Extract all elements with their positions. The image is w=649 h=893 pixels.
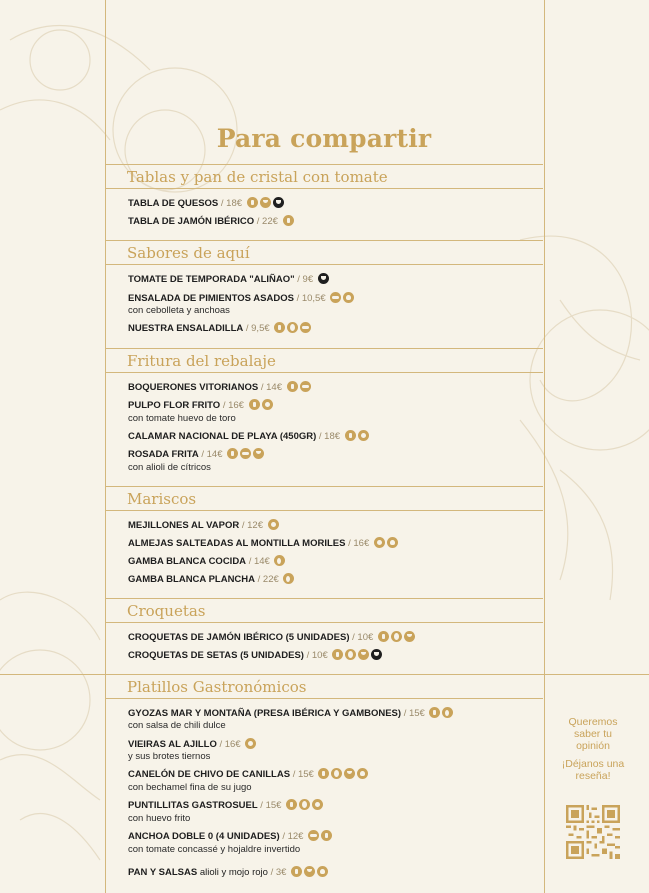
page-title: Para compartir — [216, 124, 432, 153]
mollusc-icon — [245, 738, 256, 749]
menu-item — [128, 799, 323, 812]
item-name: TABLA DE QUESOS — [128, 198, 219, 209]
vegetarian-icon — [273, 197, 284, 208]
item-name: CROQUETAS DE JAMÓN IBÉRICO (5 UNIDADES) — [128, 632, 350, 643]
menu-item — [128, 273, 329, 286]
item-price: / 22€ — [257, 574, 279, 585]
section-header — [105, 348, 543, 373]
gluten-icon — [429, 707, 440, 718]
item-name: MEJILLONES AL VAPOR — [128, 520, 240, 531]
menu-item — [128, 866, 328, 879]
section-header — [105, 164, 543, 189]
item-name: ROSADA FRITA — [128, 449, 199, 460]
menu-item — [128, 649, 382, 662]
gluten-icon — [321, 830, 332, 841]
item-price: / 14€ — [201, 449, 223, 460]
section-header — [105, 674, 543, 699]
section-title: Tablas y pan de cristal con tomate — [127, 168, 388, 186]
milk-icon — [344, 768, 355, 779]
item-description: con alioli de cítricos — [128, 462, 211, 473]
egg-icon — [331, 768, 342, 779]
fish-icon — [240, 448, 251, 459]
menu-item — [128, 448, 264, 461]
item-price: / 12€ — [282, 831, 304, 842]
gluten-icon — [287, 381, 298, 392]
item-price: / 15€ — [403, 708, 425, 719]
mollusc-icon — [374, 537, 385, 548]
menu-item — [128, 197, 284, 210]
menu-item — [128, 555, 285, 568]
milk-icon — [253, 448, 264, 459]
fish-icon — [300, 381, 311, 392]
milk-icon — [260, 197, 271, 208]
item-description: con tomate concassé y hojaldre invertido — [128, 844, 301, 855]
section-title: Mariscos — [127, 490, 197, 508]
sulphite-icon — [343, 292, 354, 303]
item-name: PULPO FLOR FRITO — [128, 400, 221, 411]
item-price: / 10€ — [306, 650, 328, 661]
item-name: CROQUETAS DE SETAS (5 UNIDADES) — [128, 650, 304, 661]
item-name: NUESTRA ENSALADILLA — [128, 323, 244, 334]
item-name: CALAMAR NACIONAL DE PLAYA (450GR) — [128, 431, 317, 442]
item-price: / 15€ — [260, 800, 282, 811]
menu-item — [128, 322, 311, 335]
section-header — [105, 486, 543, 511]
item-description: y sus brotes tiernos — [128, 751, 211, 762]
gluten-icon — [227, 448, 238, 459]
gluten-icon — [332, 649, 343, 660]
section-title: Fritura del rebalaje — [127, 352, 276, 370]
item-description: con bechamel fina de su jugo — [128, 782, 252, 793]
menu-item — [128, 519, 279, 532]
item-price: / 14€ — [260, 382, 282, 393]
milk-icon — [404, 631, 415, 642]
section-title: Croquetas — [127, 602, 206, 620]
menu-item — [128, 573, 294, 586]
item-name: VIEIRAS AL AJILLO — [128, 739, 217, 750]
menu-item — [128, 707, 453, 720]
mollusc-icon — [262, 399, 273, 410]
item-price: / 18€ — [318, 431, 341, 442]
section-title: Platillos Gastronómicos — [127, 678, 307, 696]
crustacean-icon — [283, 573, 294, 584]
milk-icon — [358, 649, 369, 660]
egg-icon — [299, 799, 310, 810]
item-description: con tomate huevo de toro — [128, 413, 236, 424]
menu-item — [128, 215, 294, 228]
item-price: / 15€ — [292, 769, 314, 780]
item-price: / 16€ — [222, 400, 244, 411]
item-price: / 14€ — [248, 556, 270, 567]
menu-item — [128, 631, 415, 644]
gluten-icon — [378, 631, 389, 642]
item-price: / 9€ — [297, 274, 314, 285]
gluten-icon — [249, 399, 260, 410]
item-price: / 22€ — [256, 216, 278, 227]
item-price: / 3€ — [270, 867, 287, 878]
menu-item — [128, 399, 273, 412]
review-cta: ¡Déjanos una reseña! — [561, 758, 625, 782]
vegetarian-icon — [371, 649, 382, 660]
gluten-icon — [283, 215, 294, 226]
item-description: con cebolleta y anchoas — [128, 305, 230, 316]
sulphite-icon — [357, 768, 368, 779]
item-description: con huevo frito — [128, 813, 191, 824]
item-name: TABLA DE JAMÓN IBÉRICO — [128, 216, 255, 227]
item-name: BOQUERONES VITORIANOS — [128, 382, 259, 393]
item-name: GAMBA BLANCA PLANCHA — [128, 574, 256, 585]
item-price: / 16€ — [219, 739, 241, 750]
sulphite-icon — [317, 866, 328, 877]
gluten-icon — [345, 430, 356, 441]
egg-icon — [345, 649, 356, 660]
item-price: / 10,5€ — [296, 293, 326, 304]
section-title: Sabores de aquí — [127, 244, 250, 262]
crustacean-icon — [274, 555, 285, 566]
menu-item — [128, 381, 311, 394]
egg-icon — [287, 322, 298, 333]
item-price: / 18€ — [220, 198, 243, 209]
item-name: ENSALADA DE PIMIENTOS ASADOS — [128, 293, 294, 304]
item-name: PUNTILLITAS GASTROSUEL — [128, 800, 258, 811]
item-price: / 16€ — [348, 538, 370, 549]
gluten-icon — [286, 799, 297, 810]
item-description: con salsa de chili dulce — [128, 720, 226, 731]
item-name: CANELÓN DE CHIVO DE CANILLAS — [128, 769, 291, 780]
milk-icon — [304, 866, 315, 877]
gluten-icon — [291, 866, 302, 877]
menu-item — [128, 830, 332, 843]
egg-icon — [391, 631, 402, 642]
menu-item — [128, 768, 368, 781]
item-price: / 10€ — [352, 632, 374, 643]
item-name: ANCHOA DOBLE 0 (4 UNIDADES) — [128, 831, 280, 842]
gluten-icon — [318, 768, 329, 779]
item-name: ALMEJAS SALTEADAS AL MONTILLA MORILES — [128, 538, 346, 549]
item-name: PAN Y SALSAS — [128, 867, 198, 878]
menu-item — [128, 738, 256, 751]
mollusc-icon — [268, 519, 279, 530]
section-header — [105, 240, 543, 265]
item-price: / 12€ — [241, 520, 263, 531]
crustacean-icon — [442, 707, 453, 718]
qr-code[interactable] — [566, 805, 620, 859]
fish-icon — [300, 322, 311, 333]
menu-item — [128, 537, 398, 550]
gluten-icon — [247, 197, 258, 208]
item-name: GAMBA BLANCA COCIDA — [128, 556, 247, 567]
item-name: GYOZAS MAR Y MONTAÑA (PRESA IBÉRICA Y GAMBONES) — [128, 708, 402, 719]
gluten-icon — [274, 322, 285, 333]
menu-item — [128, 292, 354, 305]
mollusc-icon — [358, 430, 369, 441]
item-price: / 9,5€ — [245, 323, 270, 334]
menu-item — [128, 430, 369, 443]
item-extra: alioli y mojo rojo — [199, 867, 268, 878]
mollusc-icon — [312, 799, 323, 810]
vegan-icon — [318, 273, 329, 284]
review-question: Queremos saber tu opinión — [568, 716, 618, 752]
item-name: TOMATE DE TEMPORADA "ALIÑAO" — [128, 274, 295, 285]
fish-icon — [308, 830, 319, 841]
sulphite-icon — [387, 537, 398, 548]
fish-icon — [330, 292, 341, 303]
section-header — [105, 598, 543, 623]
review-callout — [556, 716, 630, 788]
